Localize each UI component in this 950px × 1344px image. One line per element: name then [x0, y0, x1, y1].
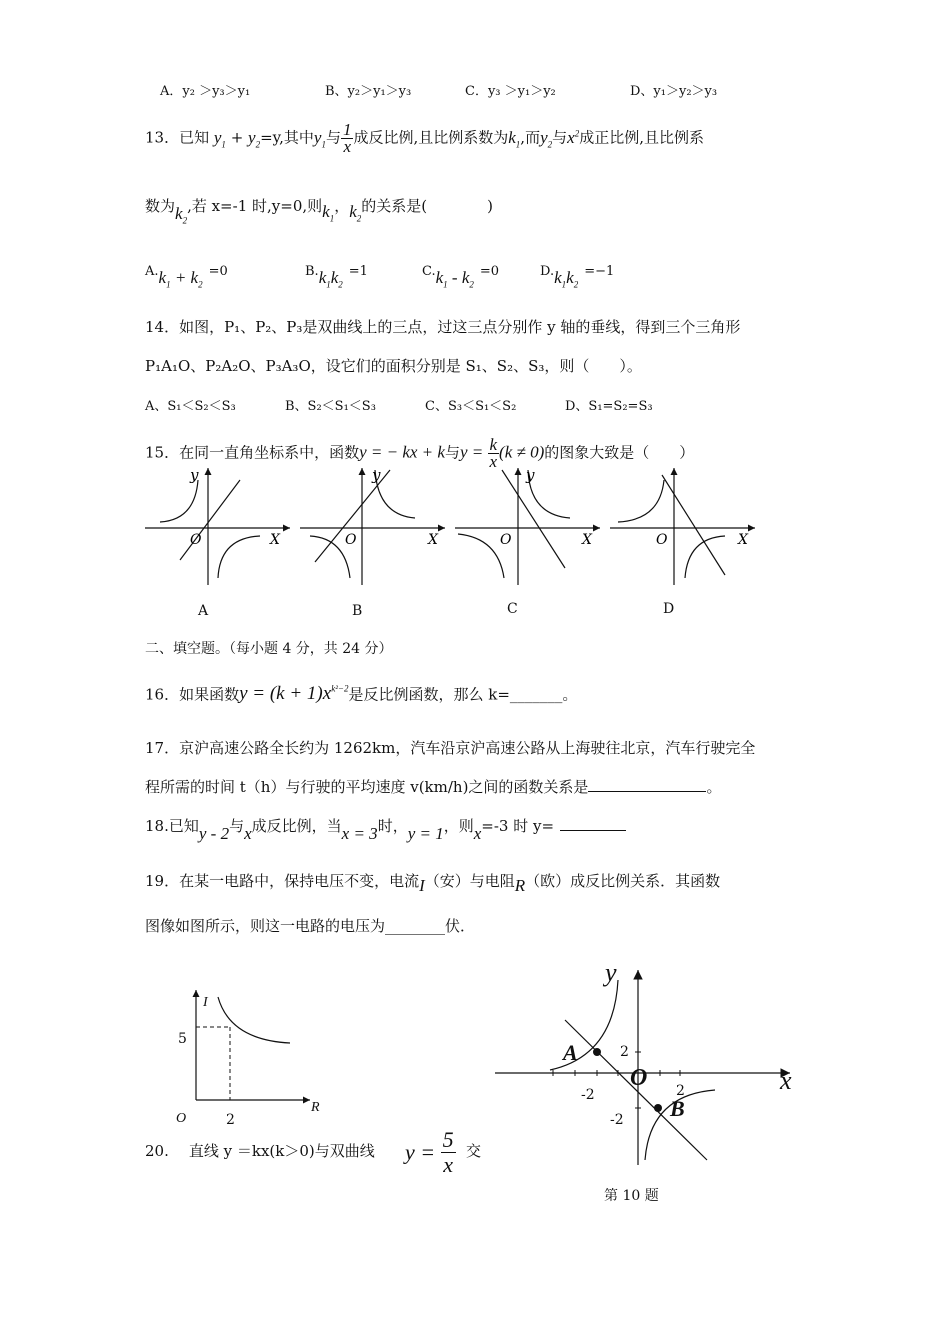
graph-b-x-label: X — [428, 532, 438, 548]
q15-label-b: B — [352, 603, 363, 619]
q20-line: 20. 直线 y ＝kx(k＞0)与双曲线 — [145, 1142, 375, 1160]
graph-c — [455, 468, 600, 585]
graph-c-o-label: O — [500, 532, 512, 548]
graph-a-o-label: O — [190, 532, 202, 548]
q19-graph-o-label: O — [176, 1111, 187, 1126]
q17-line1: 17．京沪高速公路全长约为 1262km，汽车沿京沪高速公路从上海驶往北京，汽车行驶完全 — [145, 739, 756, 757]
q19-graph-2-label: 2 — [226, 1112, 235, 1128]
q20-hyperbola-formula: y = $\frac{5}{x}$ — [405, 1127, 454, 1177]
q13-number: 13．已知 — [145, 128, 210, 147]
graph-b-y-label: y — [372, 466, 381, 484]
fig10-pos2x-label: 2 — [676, 1083, 685, 1099]
fig10-b-label: B — [670, 1096, 685, 1121]
fig10-graph — [490, 960, 810, 1170]
q13-option-a: $A.k_1 + k_2=0$ — [145, 264, 228, 290]
fraction-1-over-x: $\frac{1}{x}$ — [342, 120, 352, 157]
q19-line1: 19．在某一电路中，保持电压不变，电流I（安）与电阻R（欧）成反比例关系．其函数 — [145, 872, 721, 895]
q12-option-c: C．y₃ ＞y₁＞y₂ — [465, 84, 556, 99]
q14-option-b: B、S₂＜S₁＜S₃ — [285, 399, 376, 414]
q12-option-b: B、y₂＞y₁＞y₃ — [325, 84, 412, 99]
q12-option-a: A．y₂ ＞y₃＞y₁ — [160, 84, 251, 99]
graph-d-o-label: O — [656, 532, 668, 548]
fig10-neg2x-label: -2 — [581, 1087, 595, 1103]
q17-line2: 程所需的时间 t（h）与行驶的平均速度 v(km/h)之间的函数关系是 。 — [145, 778, 722, 796]
q13-option-c: $C.k_1 - k_2=0$ — [422, 264, 500, 290]
q18-line: 18.已知y - 2与x成反比例，当x = 3时，y = 1，则x=-3 时 y= — [145, 815, 626, 837]
q15-line: 15．在同一直角坐标系中，函数y = − kx + k与y = $\frac{k}{x}$ (k ≠ 0)的图象大致是（ ） — [145, 435, 695, 471]
q19-line2: 图像如图所示，则这一电路的电压为________伏． — [145, 917, 476, 935]
q15-label-c: C — [507, 601, 518, 617]
q17-answer-blank — [588, 791, 706, 792]
graph-b — [300, 468, 445, 585]
q15-graphs — [140, 460, 760, 590]
q14-option-d: D、S₁=S₂=S₃ — [565, 399, 653, 414]
section-2-heading: 二、填空题。（每小题 4 分，共 24 分） — [145, 641, 393, 657]
q18-answer-blank — [560, 830, 626, 831]
fig10-a-label: A — [563, 1040, 578, 1065]
graph-d-x-label: X — [738, 532, 748, 548]
q16-line: 16．如果函数$y = (k + 1)x^{k^2-2}$是反比例函数，那么 k=_______。 — [145, 683, 578, 705]
q13-option-d: $D.k_1k_2=-1$ — [540, 264, 615, 290]
graph-c-x-label: X — [582, 532, 592, 548]
fig10-caption: 第 10 题 — [604, 1188, 659, 1204]
fig10-y-label: y — [605, 958, 617, 987]
graph-a — [145, 468, 290, 585]
graph-a-x-label: X — [270, 532, 280, 548]
graph-a-y-label: y — [190, 466, 199, 484]
q15-label-d: D — [663, 601, 675, 617]
fig10-o-label: O — [630, 1065, 648, 1091]
q14-line2: P₁A₁O、P₂A₂O、P₃A₃O，设它们的面积分别是 S₁、S₂、S₃，则（ ）。 — [145, 357, 642, 375]
q20-tail: 交 — [466, 1142, 482, 1160]
q12-option-d: D、y₁＞y₂＞y₃ — [630, 84, 718, 99]
fig10-pos2y-label: 2 — [620, 1044, 629, 1060]
q14-option-a: A、S₁＜S₂＜S₃ — [145, 399, 236, 414]
graph-b-o-label: O — [345, 532, 357, 548]
q13-line2: 数为$k_2$,若 x=-1 时,y=0,则$k_1$，$k_2$的关系是( ) — [145, 197, 493, 226]
graph-d — [610, 468, 755, 585]
fig10-neg2y-label: -2 — [610, 1112, 624, 1128]
q19-graph-5-label: 5 — [178, 1031, 187, 1047]
q13-line1: 13．已知 $y_1 + y_2=y$,其中$y_1$与 $\frac{1}{x}$ 成反比例,且比例系数为$k_1$,而$y_2$与$x^2$成正比例,且比例系 — [145, 120, 704, 157]
q14-option-c: C、S₃＜S₁＜S₂ — [425, 399, 517, 414]
q19-graph-i-label: I — [203, 995, 208, 1010]
fig10-x-label: x — [780, 1066, 792, 1095]
graph-c-y-label: y — [526, 466, 535, 484]
q14-line1: 14．如图，P₁、P₂、P₃是双曲线上的三点，过这三点分别作 y 轴的垂线，得到三个三角形 — [145, 318, 741, 336]
q19-graph-r-label: R — [311, 1100, 320, 1115]
q13-option-b: $B.k_1k_2=1$ — [305, 264, 368, 290]
q15-label-a: A — [198, 603, 209, 619]
